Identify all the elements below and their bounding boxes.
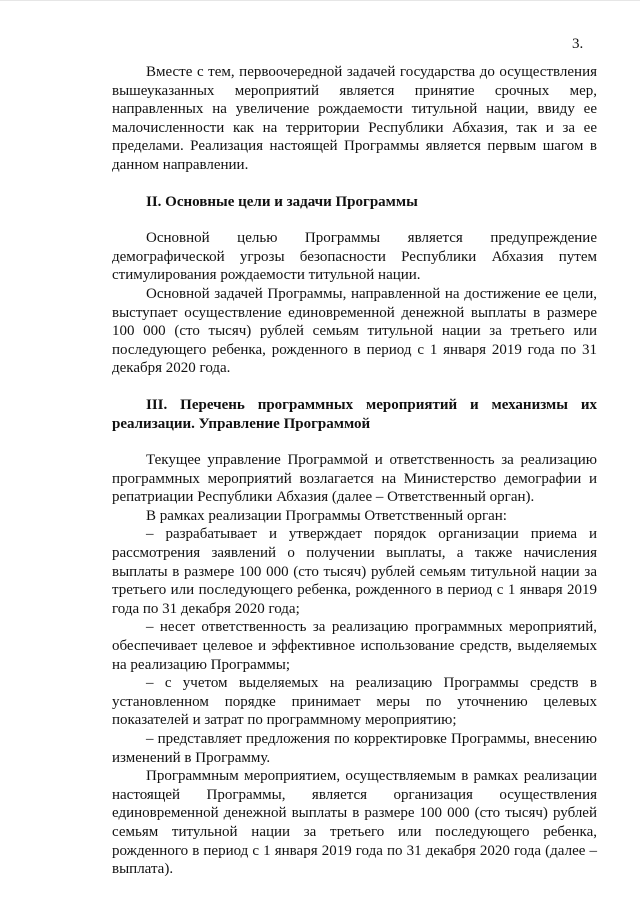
spacer — [112, 378, 597, 396]
section-2-title: II. Основные цели и задачи Программы — [146, 193, 418, 210]
list-item: – разрабатывает и утверждает порядок организации приема и рассмотрения заявлений о получении выплаты, а также начисления выплаты в размере 100 000 (сто тысяч) рублей семьям титульной нации за третьего или последующего ребенка, рожденного в период с 1 января 2019 года по 31 декабря 2020 года; — [112, 526, 597, 617]
section-2-paragraph-task: Основной задачей Программы, направленной на достижение ее цели, выступает осуществление единовременной денежной выплаты в размере 100 000 (сто тысяч) рублей семьям титульной нации за третьего или последующего ребенка, рожденного в период с 1 января 2019 года по 31 декабря 2020 года. — [112, 285, 597, 377]
scan-top-edge — [0, 0, 640, 7]
page-number: 3. — [572, 36, 584, 52]
section-2-paragraph-goal: Основной целью Программы является предупреждение демографической угрозы безопасности Республики Абхазия путем стимулирования рождаемости титульной нации. — [112, 230, 597, 284]
list-item: – с учетом выделяемых на реализацию Программы средств в установленном порядке принимает меры по уточнению целевых показателей и затрат по программному мероприятию; — [112, 675, 597, 729]
intro-paragraph: Вместе с тем, первоочередной задачей государства до осуществления вышеуказанных мероприятий является принятие срочных мер, направленных на увеличение рождаемости титульной нации, ввиду ее малочисленности как на территории Республики Абхазия, так и за ее пределами. Реализация настоящей Программы является первым шагом в данном направлении. — [112, 64, 597, 173]
list-item: – несет ответственность за реализацию программных мероприятий, обеспечивает целевое и эффективное использование средств, выделяемых на реализацию Программы; — [112, 619, 597, 673]
section-3-paragraph-intro-list: В рамках реализации Программы Ответственный орган: — [146, 507, 507, 524]
section-3-paragraph-management: Текущее управление Программой и ответственность за реализацию программных мероприятий возлагается на Министерство демографии и репатриации Республики Абхазия (далее – Ответственный орган). — [112, 452, 597, 506]
document-body — [112, 63, 597, 879]
spacer — [112, 211, 597, 229]
spacer — [112, 175, 597, 193]
section-3-title: III. Перечень программных мероприятий и механизмы их реализации. Управление Программой — [112, 396, 597, 432]
section-3-paragraph-measure: Программным мероприятием, осуществляемым в рамках реализации настоящей Программы, является организация осуществления единовременной денежной выплаты в размере 100 000 (сто тысяч) рублей семьям титульной нации за третьего или последующего ребенка, рожденного в период с 1 января 2019 года по 31 декабря 2020 года (далее – выплата). — [112, 768, 597, 878]
list-item: – представляет предложения по корректировке Программы, внесению изменений в Программу. — [112, 731, 597, 766]
spacer — [112, 433, 597, 451]
